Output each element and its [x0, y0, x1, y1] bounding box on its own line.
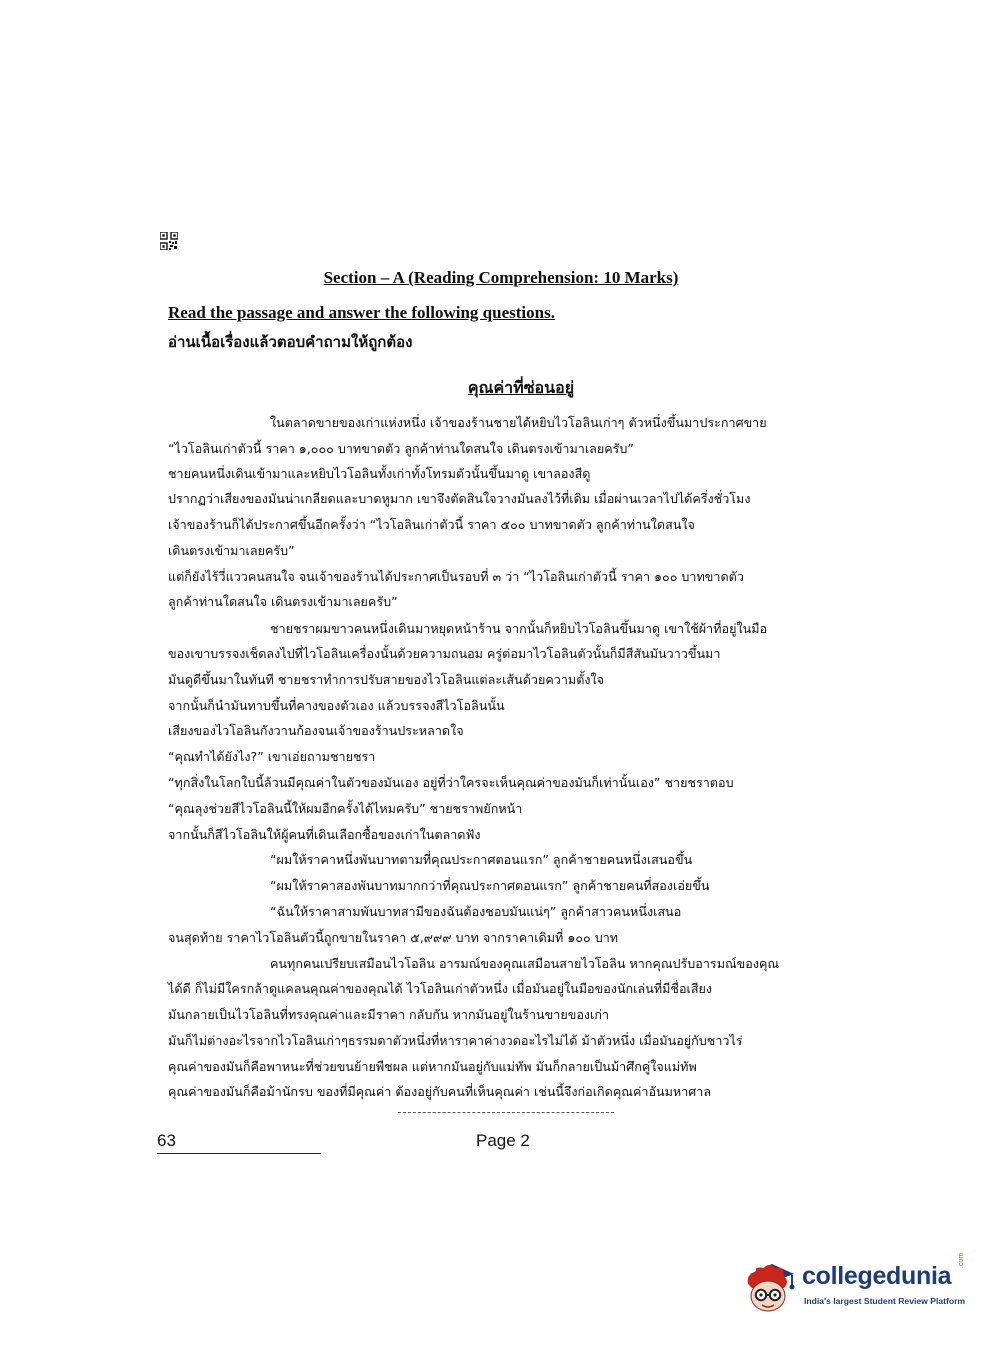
- instruction-english: Read the passage and answer the following questions.: [168, 303, 555, 322]
- passage-line: “ผมให้ราคาหนึ่งพันบาทตามที่คุณประกาศตอนแรก” ลูกค้าชายคนหนึ่งเสนอขึ้น: [270, 852, 693, 867]
- passage-line: “ไวโอลินเก่าตัวนี้ ราคา ๑,๐๐๐ บาทขาดตัว ลูกค้าท่านใดสนใจ เดินตรงเข้ามาเลยครับ”: [168, 441, 634, 456]
- passage-line: เดินตรงเข้ามาเลยครับ”: [168, 543, 295, 558]
- page-label: Page 2: [476, 1131, 530, 1150]
- passage-line: แต่ก็ยังไร้วี่แววคนสนใจ จนเจ้าของร้านได้ประกาศเป็นรอบที่ ๓ ว่า “ไวโอลินเก่าตัวนี้ ราคา ๑๐๐ บาทขาดตัว: [168, 569, 744, 584]
- passage-line: “คุณลุงช่วยสีไวโอลินนี้ให้ผมอีกครั้งได้ไหมครับ” ชายชราพยักหน้า: [168, 801, 523, 816]
- passage-line: คุณค่าของมันก็คือม้านักรบ ของที่มีคุณค่า ต้องอยู่กับคนที่เห็นคุณค่า เช่นนี้จึงก่อเกิดคุณค่าอันมหาศาล: [168, 1084, 712, 1099]
- logo-tagline: India's largest Student Review Platform: [804, 1296, 966, 1306]
- passage-line: ปรากฏว่าเสียงของมันน่าเกลียดและบาดหูมาก เขาจึงตัดสินใจวางมันลงไว้ที่เดิม เมื่อผ่านเวลาไปได้ครึ่งชั่วโมง: [168, 491, 751, 506]
- passage-line: จากนั้นก็นำมันทาบขึ้นที่คางของตัวเอง แล้วบรรจงสีไวโอลินนั้น: [168, 698, 505, 713]
- passage-line: จนสุดท้าย ราคาไวโอลินตัวนี้ถูกขายในราคา ๕,๙๙๙ บาท จากราคาเดิมที่ ๑๐๐ บาท: [168, 930, 619, 945]
- passage-line: เจ้าของร้านก็ได้ประกาศขึ้นอีกครั้งว่า “ไวโอลินเก่าตัวนี้ ราคา ๕๐๐ บาทขาดตัว ลูกค้าท่านใดสนใจ: [168, 517, 695, 532]
- logo-suffix: .com: [958, 1252, 965, 1268]
- passage-line: คุณค่าของมันก็คือพาหนะที่ช่วยขนย้ายพืชผล แต่หากมันอยู่กับแม่ทัพ มันก็กลายเป็นม้าศึกคู่ใจแม่ทัพ: [168, 1059, 697, 1074]
- section-title: Section – A (Reading Comprehension: 10 Marks): [323, 268, 679, 287]
- dashed-divider: [398, 1112, 614, 1113]
- passage-line: ของเขาบรรจงเช็ดลงไปที่ไวโอลินเครื่องนั้นด้วยความถนอม ครู่ต่อมาไวโอลินตัวนั้นก็มีสีสันมันวาวขึ้นมา: [168, 646, 721, 661]
- passage-line: ชายชราผมขาวคนหนึ่งเดินมาหยุดหน้าร้าน จากนั้นก็หยิบไวโอลินขึ้นมาดู เขาใช้ผ้าที่อยู่ในมือ: [270, 621, 768, 636]
- instruction-thai: อ่านเนื้อเรื่องแล้วตอบคำถามให้ถูกต้อง: [168, 333, 413, 351]
- logo-wordmark: collegedunia: [802, 1262, 952, 1290]
- passage-line: “ทุกสิ่งในโลกใบนี้ล้วนมีคุณค่าในตัวของมันเอง อยู่ที่ว่าใครจะเห็นคุณค่าของมันก็เท่านั้นเอง” ชายชราตอบ: [168, 775, 734, 790]
- passage-title: คุณค่าที่ซ่อนอยู่: [467, 378, 575, 397]
- passage-line: เสียงของไวโอลินกังวานก้องจนเจ้าของร้านประหลาดใจ: [168, 723, 464, 738]
- passage-line: ลูกค้าท่านใดสนใจ เดินตรงเข้ามาเลยครับ”: [168, 594, 398, 609]
- passage-line: ชายคนหนึ่งเดินเข้ามาและหยิบไวโอลินทั้งเก่าทั้งโทรมตัวนั้นขึ้นมาดู เขาลองสีดู: [168, 466, 591, 481]
- page-number: 63: [157, 1131, 176, 1150]
- collegedunia-logo: [742, 1254, 972, 1318]
- passage-line: “ฉันให้ราคาสามพันบาทสามีของฉันต้องชอบมันแน่ๆ” ลูกค้าสาวคนหนึ่งเสนอ: [270, 904, 682, 919]
- page-number-underline: [157, 1153, 321, 1154]
- passage-line: “คุณทำได้ยังไง?” เขาเอ่ยถามชายชรา: [168, 749, 376, 764]
- passage-line: มันกลายเป็นไวโอลินที่ทรงคุณค่าและมีราคา กลับกัน หากมันอยู่ในร้านขายของเก่า: [168, 1007, 610, 1022]
- passage-line: จากนั้นก็สีไวโอลินให้ผู้คนที่เดินเลือกซื้อของเก่าในตลาดฟัง: [168, 827, 481, 842]
- passage-line: ในตลาดขายของเก่าแห่งหนึ่ง เจ้าของร้านชายได้หยิบไวโอลินเก่าๆ ตัวหนึ่งขึ้นมาประกาศขาย: [270, 415, 767, 430]
- passage-line: “ผมให้ราคาสองพันบาทมากกว่าที่คุณประกาศตอนแรก” ลูกค้าชายคนที่สองเอ่ยขึ้น: [270, 878, 710, 893]
- passage-line: ได้ดี ก็ไม่มีใครกล้าดูแคลนคุณค่าของคุณได้ ไวโอลินเก่าตัวหนึ่ง เมื่อมันอยู่ในมือของนักเล่นที่มีชื่อเสียง: [168, 981, 713, 996]
- mascot-icon: [742, 1254, 798, 1318]
- passage-line: คนทุกคนเปรียบเสมือนไวโอลิน อารมณ์ของคุณเสมือนสายไวโอลิน หากคุณปรับอารมณ์ของคุณ: [270, 956, 780, 971]
- passage-line: มันดูดีขึ้นมาในทันที ชายชราทำการปรับสายของไวโอลินแต่ละเส้นด้วยความตั้งใจ: [168, 672, 605, 687]
- passage-line: มันก็ไม่ต่างอะไรจากไวโอลินเก่าๆธรรมดาตัวหนึ่งที่หาราคาค่างวดอะไรไม่ได้ ม้าตัวหนึ่ง เมื่อมันอยู่กับชาวไร่: [168, 1033, 743, 1048]
